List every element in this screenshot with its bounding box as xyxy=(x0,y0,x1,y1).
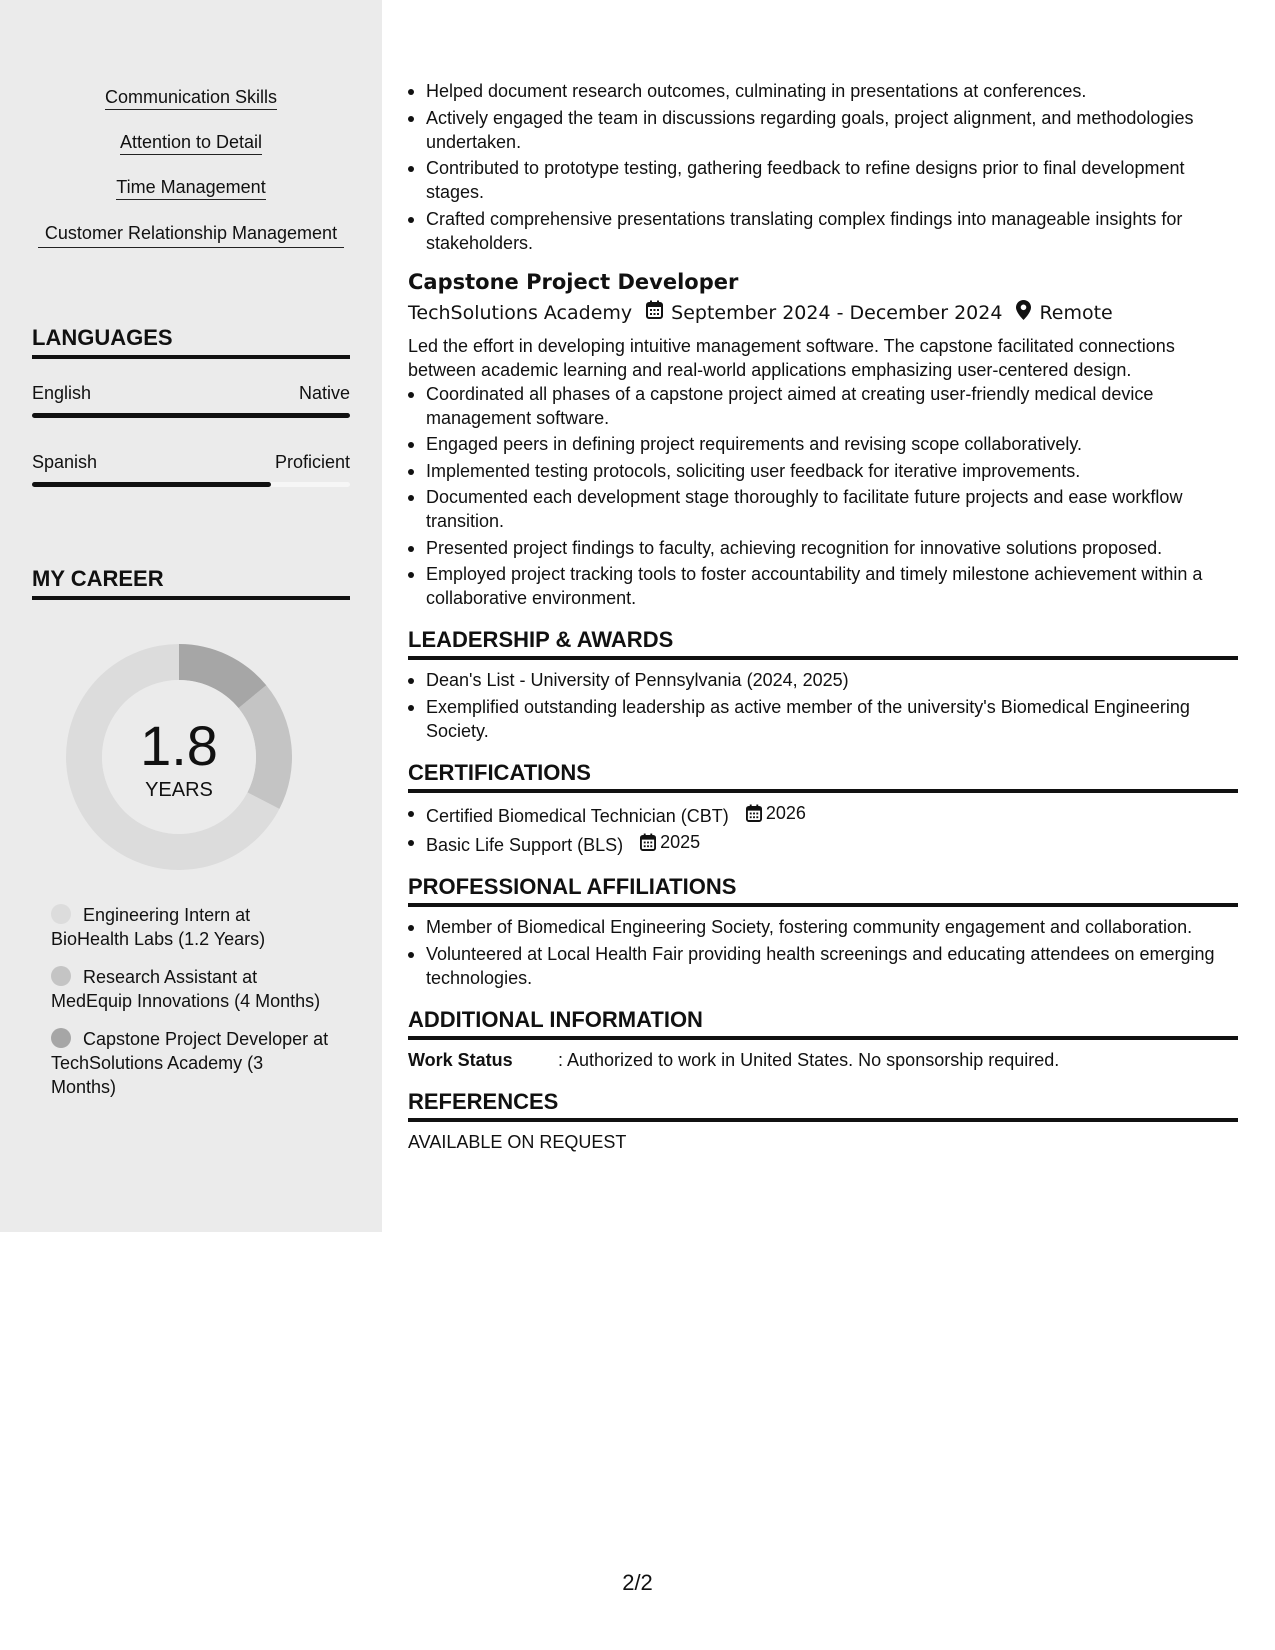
language-bar xyxy=(32,413,350,418)
role-company: TechSolutions Academy xyxy=(408,302,633,324)
affiliations-list xyxy=(408,915,1238,990)
leadership-heading: LEADERSHIP & AWARDS xyxy=(408,626,1238,660)
bullet-item: Coordinated all phases of a capstone project aimed at creating user-friendly medical device management software. xyxy=(408,382,1238,430)
sidebar xyxy=(0,0,382,1232)
certification-item xyxy=(408,830,1238,857)
work-status-row xyxy=(408,1048,1238,1072)
skill-item: Time Management xyxy=(116,176,265,200)
work-status-value: : Authorized to work in United States. No sponsorship required. xyxy=(558,1049,1060,1070)
bullet-item: Exemplified outstanding leadership as active member of the university's Biomedical Engineering Society. xyxy=(408,695,1238,743)
language-name: English xyxy=(32,383,92,403)
skill-item: Attention to Detail xyxy=(120,131,262,155)
role-meta xyxy=(408,300,1238,327)
skill-item: Customer Relationship Management xyxy=(38,221,344,248)
skills-list xyxy=(38,86,344,248)
legend-item xyxy=(51,965,331,1013)
bullet-item: Helped document research outcomes, culminating in presentations at conferences. xyxy=(408,79,1238,103)
language-level: Proficient xyxy=(274,452,350,472)
career-legend xyxy=(51,903,331,1113)
additional-info-heading: ADDITIONAL INFORMATION xyxy=(408,1006,1238,1040)
bullet-item: Crafted comprehensive presentations translating complex findings into manageable insights for stakeholders. xyxy=(408,207,1238,255)
role-location: Remote xyxy=(1039,302,1113,324)
bullet-item: Employed project tracking tools to foster accountability and timely milestone achievement within a collaborative environment. xyxy=(408,562,1238,610)
languages-heading: LANGUAGES xyxy=(32,324,350,359)
bullet-item: Volunteered at Local Health Fair providing health screenings and educating attendees on emerging technologies. xyxy=(408,942,1238,990)
role-dates: September 2024 - December 2024 xyxy=(671,302,1003,324)
calendar-icon xyxy=(746,804,762,822)
leadership-list xyxy=(408,668,1238,743)
legend-label: Engineering Intern at BioHealth Labs (1.2 Years) xyxy=(51,905,266,949)
role-title: Capstone Project Developer xyxy=(408,269,739,294)
certification-date xyxy=(746,801,806,825)
certification-name: Certified Biomedical Technician (CBT) xyxy=(426,805,729,826)
career-total-unit: YEARS xyxy=(145,779,213,801)
work-status-label: Work Status xyxy=(408,1049,513,1070)
map-pin-icon xyxy=(1016,300,1031,327)
language-level: Native xyxy=(298,383,350,403)
career-heading: MY CAREER xyxy=(32,565,350,600)
calendar-icon xyxy=(640,833,656,851)
language-row xyxy=(32,382,350,404)
certification-year: 2025 xyxy=(660,832,701,852)
language-bar xyxy=(32,482,350,487)
legend-label: Capstone Project Developer at TechSolutions Academy (3 Months) xyxy=(51,1029,329,1097)
affiliations-heading: PROFESSIONAL AFFILIATIONS xyxy=(408,873,1238,907)
bullet-item: Dean's List - University of Pennsylvania (2024, 2025) xyxy=(408,668,1238,692)
career-donut-chart xyxy=(66,644,292,870)
page-number: 2/2 xyxy=(622,1570,653,1595)
legend-label: Research Assistant at MedEquip Innovations (4 Months) xyxy=(51,967,321,1011)
bullet-item: Actively engaged the team in discussions regarding goals, project alignment, and methodologies undertaken. xyxy=(408,106,1238,154)
legend-item xyxy=(51,1027,331,1099)
language-bar-fill xyxy=(32,482,271,487)
bullet-item: Implemented testing protocols, soliciting user feedback for iterative improvements. xyxy=(408,459,1238,483)
bullet-item: Engaged peers in defining project requirements and revising scope collaboratively. xyxy=(408,432,1238,456)
role-description: Led the effort in developing intuitive management software. The capstone facilitated connections between academic learning and real-world applications emphasizing user-centered design. xyxy=(408,335,1175,380)
legend-color-dot xyxy=(51,1028,71,1048)
certification-year: 2026 xyxy=(765,802,806,823)
certifications-list xyxy=(408,801,1238,858)
legend-color-dot xyxy=(51,966,71,986)
bullet-item: Presented project findings to faculty, achieving recognition for innovative solutions proposed. xyxy=(408,536,1238,560)
experience-bullets xyxy=(408,79,1238,255)
language-row xyxy=(32,451,350,473)
bullet-item: Documented each development stage thoroughly to facilitate future projects and ease workflow transition. xyxy=(408,485,1238,533)
calendar-icon xyxy=(646,300,663,326)
certification-date xyxy=(640,830,700,854)
career-total-value: 1.8 xyxy=(140,714,218,777)
certifications-heading: CERTIFICATIONS xyxy=(408,759,1238,793)
certification-name: Basic Life Support (BLS) xyxy=(426,835,624,855)
role-bullets xyxy=(408,382,1238,611)
references-text: AVAILABLE ON REQUEST xyxy=(408,1131,627,1152)
bullet-item: Member of Biomedical Engineering Society, fostering community engagement and collaboration. xyxy=(408,915,1238,939)
references-heading: REFERENCES xyxy=(408,1088,1238,1122)
language-bar-fill xyxy=(32,413,350,418)
legend-color-dot xyxy=(51,904,71,924)
language-name: Spanish xyxy=(32,452,98,472)
legend-item xyxy=(51,903,331,951)
bullet-item: Contributed to prototype testing, gathering feedback to refine designs prior to final development stages. xyxy=(408,156,1238,204)
main-content xyxy=(408,79,1238,1154)
skill-item: Communication Skills xyxy=(105,86,277,110)
certification-item xyxy=(408,801,1238,828)
